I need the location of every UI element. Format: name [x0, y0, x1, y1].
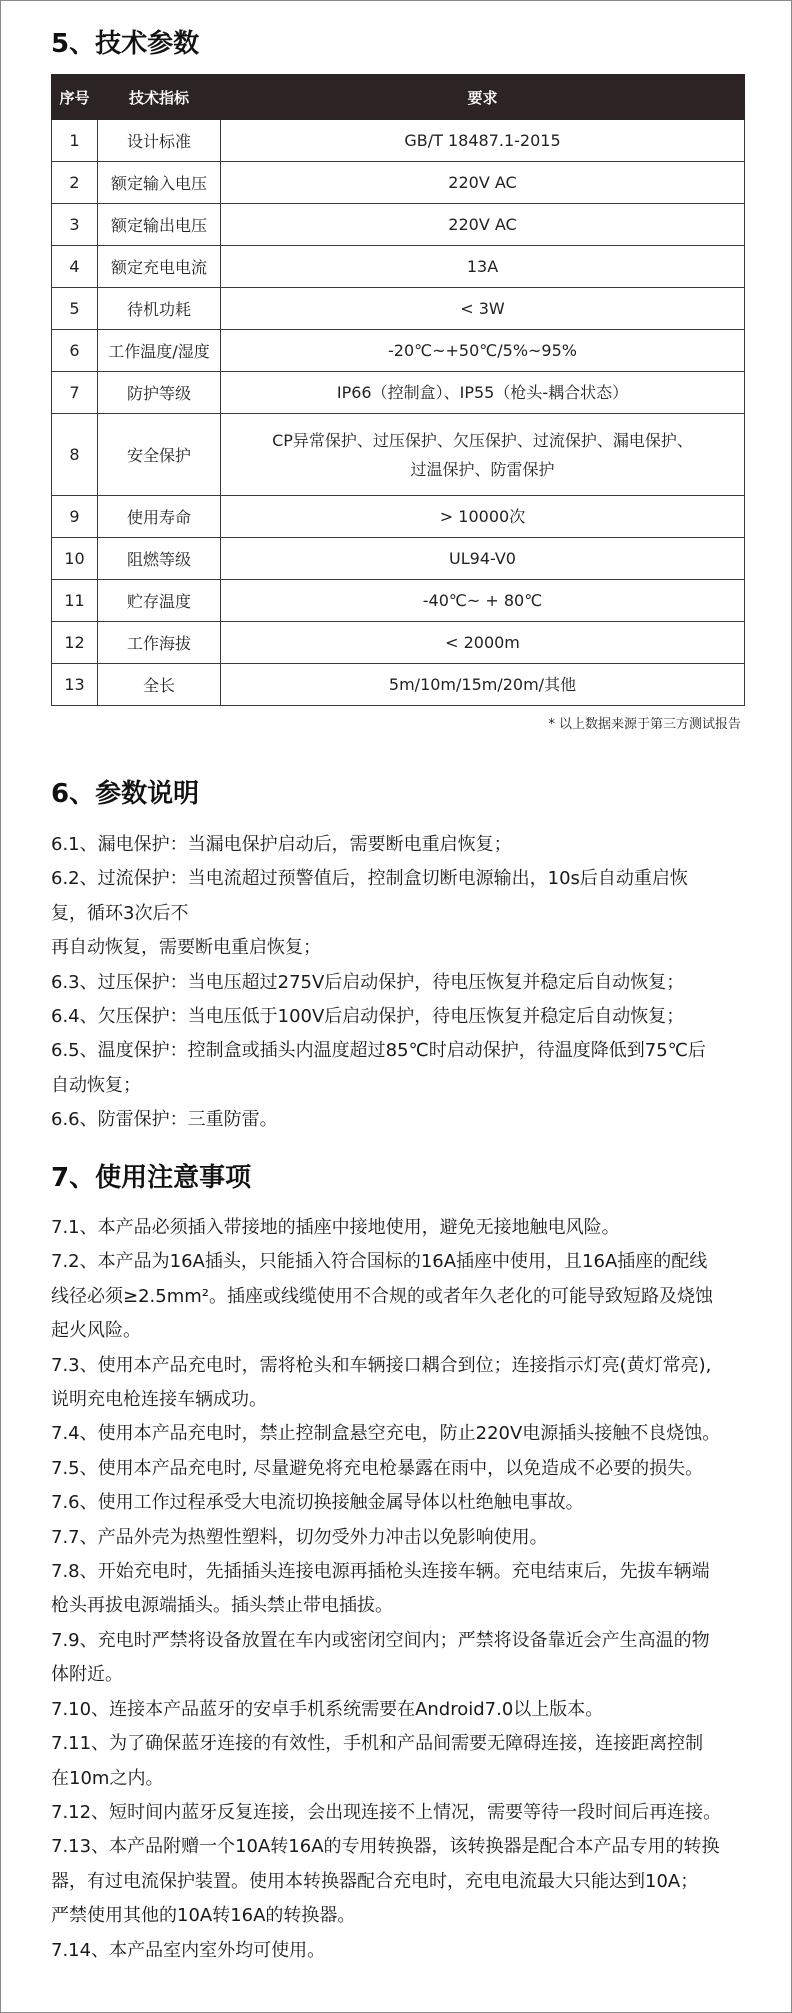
paragraph-line: 自动恢复； — [51, 1074, 141, 1096]
row-spec-name: 贮存温度 — [98, 580, 221, 622]
row-number: 13 — [52, 664, 98, 706]
paragraph-line: 7.13、本产品附赠一个10A转16A的专用转换器，该转换器是配合本产品专用的转换 — [51, 1836, 720, 1858]
paragraph-line: 器，有过电流保护装置。使用本转换器配合充电时，充电电流最大只能达到10A； — [51, 1870, 699, 1892]
section7-title: 7、使用注意事项 — [51, 1163, 252, 1193]
requirement-line: GB/T 18487.1-2015 — [404, 131, 561, 150]
row-spec-requirement — [221, 414, 745, 496]
requirement-line: -40℃~ + 80℃ — [422, 591, 543, 610]
table-footnote: * 以上数据来源于第三方测试报告 — [548, 717, 741, 732]
paragraph-line: 7.7、产品外壳为热塑性塑料，切勿受外力冲击以免影响使用。 — [51, 1526, 548, 1548]
row-spec-name: 使用寿命 — [98, 496, 221, 538]
table-row — [52, 538, 745, 580]
row-spec-name: 全长 — [98, 664, 221, 706]
row-number: 1 — [52, 120, 98, 162]
paragraph-line: 7.4、使用本产品充电时，禁止控制盒悬空充电，防止220V电源插头接触不良烧蚀。 — [51, 1423, 721, 1445]
row-spec-requirement — [221, 664, 745, 706]
row-spec-requirement — [221, 538, 745, 580]
row-spec-name: 待机功耗 — [98, 288, 221, 330]
section6-content — [51, 828, 746, 1138]
table-row — [52, 414, 745, 496]
paragraph-line: 6.3、过压保护：当电压超过275V后启动保护，待电压恢复并稳定后自动恢复； — [51, 971, 685, 993]
spec-table-header-row — [52, 75, 745, 120]
paragraph-line: 线径必须≥2.5mm²。插座或线缆使用不合规的或者年久老化的可能导致短路及烧蚀 — [51, 1285, 713, 1307]
section7-content — [51, 1211, 746, 1968]
requirement-line: 13A — [466, 257, 499, 276]
row-number: 10 — [52, 538, 98, 580]
row-number: 12 — [52, 622, 98, 664]
row-spec-name: 额定输出电压 — [98, 204, 221, 246]
row-number: 11 — [52, 580, 98, 622]
row-spec-requirement — [221, 622, 745, 664]
row-spec-requirement — [221, 372, 745, 414]
paragraph-line: 7.2、本产品为16A插头，只能插入符合国标的16A插座中使用，且16A插座的配线 — [51, 1251, 708, 1273]
row-number: 2 — [52, 162, 98, 204]
paragraph-line: 6.5、温度保护：控制盒或插头内温度超过85℃时启动保护，待温度降低到75℃后 — [51, 1040, 706, 1062]
paragraph-line: 7.14、本产品室内室外均可使用。 — [51, 1939, 326, 1961]
paragraph-line: 6.2、过流保护：当电流超过预警值后，控制盒切断电源输出，10s后自动重启恢 — [51, 868, 688, 890]
requirement-line: -20℃~+50℃/5%~95% — [388, 341, 577, 360]
requirement-line: 5m/10m/15m/20m/其他 — [388, 675, 577, 694]
row-spec-requirement — [221, 162, 745, 204]
requirement-line: < 2000m — [445, 633, 520, 652]
paragraph-line: 7.3、使用本产品充电时，需将枪头和车辆接口耦合到位；连接指示灯亮(黄灯常亮), — [51, 1354, 712, 1376]
row-spec-requirement — [221, 204, 745, 246]
paragraph-line: 7.9、充电时严禁将设备放置在车内或密闭空间内；严禁将设备靠近会产生高温的物 — [51, 1629, 710, 1651]
paragraph-line: 7.10、连接本产品蓝牙的安卓手机系统需要在Android7.0以上版本。 — [51, 1698, 604, 1720]
table-row — [52, 204, 745, 246]
spec-table-body — [52, 120, 745, 706]
column-header-no: 序号 — [52, 75, 98, 120]
paragraph-line: 7.11、为了确保蓝牙连接的有效性，手机和产品间需要无障碍连接，连接距离控制 — [51, 1733, 704, 1755]
paragraph-line: 严禁使用其他的10A转16A的转换器。 — [51, 1905, 356, 1927]
row-number: 3 — [52, 204, 98, 246]
column-header-requirement: 要求 — [221, 75, 745, 120]
paragraph-line: 再自动恢复，需要断电重启恢复； — [51, 937, 321, 959]
requirement-line: CP异常保护、过压保护、欠压保护、过流保护、漏电保护、 — [272, 430, 693, 450]
spec-table — [51, 74, 745, 706]
row-spec-name: 阻燃等级 — [98, 538, 221, 580]
paragraph-line: 枪头再拔电源端插头。插头禁止带电插拔。 — [51, 1595, 393, 1617]
paragraph-line: 在10m之内。 — [51, 1767, 164, 1789]
row-spec-name: 安全保护 — [98, 414, 221, 496]
paragraph-line: 起火风险。 — [51, 1320, 141, 1342]
paragraph-line: 6.6、防雷保护：三重防雷。 — [51, 1109, 278, 1131]
requirement-line: IP66（控制盒）、IP55（枪头-耦合状态） — [336, 383, 629, 402]
row-spec-name: 额定输入电压 — [98, 162, 221, 204]
paragraph-line: 7.1、本产品必须插入带接地的插座中接地使用，避免无接地触电风险。 — [51, 1217, 620, 1238]
paragraph-line: 体附近。 — [51, 1664, 123, 1686]
table-row — [52, 664, 745, 706]
paragraph-line: 6.1、漏电保护：当漏电保护启动后，需要断电重启恢复； — [51, 834, 512, 855]
table-row — [52, 288, 745, 330]
requirement-line: UL94-V0 — [449, 549, 516, 568]
row-spec-name: 防护等级 — [98, 372, 221, 414]
paragraph-line: 7.12、短时间内蓝牙反复连接，会出现连接不上情况，需要等待一段时间后再连接。 — [51, 1801, 722, 1823]
row-spec-name: 额定充电电流 — [98, 246, 221, 288]
table-row — [52, 580, 745, 622]
paragraph-line: 7.6、使用工作过程承受大电流切换接触金属导体以杜绝触电事故。 — [51, 1492, 584, 1514]
column-header-item: 技术指标 — [98, 75, 221, 120]
table-row — [52, 372, 745, 414]
paragraph-line: 7.5、使用本产品充电时, 尽量避免将充电枪暴露在雨中，以免造成不必要的损失。 — [51, 1457, 704, 1479]
table-row — [52, 622, 745, 664]
row-number: 5 — [52, 288, 98, 330]
section5-title: 5、技术参数 — [51, 29, 200, 59]
row-spec-name: 设计标准 — [98, 120, 221, 162]
paragraph-line: 6.4、欠压保护：当电压低于100V后启动保护，待电压恢复并稳定后自动恢复； — [51, 1006, 685, 1028]
paragraph-line: 说明充电枪连接车辆成功。 — [51, 1389, 267, 1411]
row-number: 4 — [52, 246, 98, 288]
row-number: 7 — [52, 372, 98, 414]
row-spec-requirement — [221, 580, 745, 622]
row-spec-name: 工作温度/湿度 — [98, 330, 221, 372]
requirement-line: > 10000次 — [439, 507, 526, 526]
row-spec-requirement — [221, 330, 745, 372]
row-spec-requirement — [221, 246, 745, 288]
requirement-line: 220V AC — [448, 173, 517, 192]
table-row — [52, 496, 745, 538]
table-row — [52, 330, 745, 372]
requirement-line: 220V AC — [448, 215, 517, 234]
requirement-line: 过温保护、防雷保护 — [410, 459, 555, 479]
table-row — [52, 246, 745, 288]
row-number: 6 — [52, 330, 98, 372]
row-spec-requirement — [221, 120, 745, 162]
row-spec-requirement — [221, 288, 745, 330]
row-number: 8 — [52, 414, 98, 496]
paragraph-line: 7.8、开始充电时，先插插头连接电源再插枪头连接车辆。充电结束后，先拔车辆端 — [51, 1561, 710, 1583]
section6-title: 6、参数说明 — [51, 779, 200, 809]
table-row — [52, 120, 745, 162]
row-number: 9 — [52, 496, 98, 538]
row-spec-requirement — [221, 496, 745, 538]
table-row — [52, 162, 745, 204]
row-spec-name: 工作海拔 — [98, 622, 221, 664]
requirement-line: < 3W — [460, 299, 505, 318]
paragraph-line: 复，循环3次后不 — [51, 902, 189, 924]
